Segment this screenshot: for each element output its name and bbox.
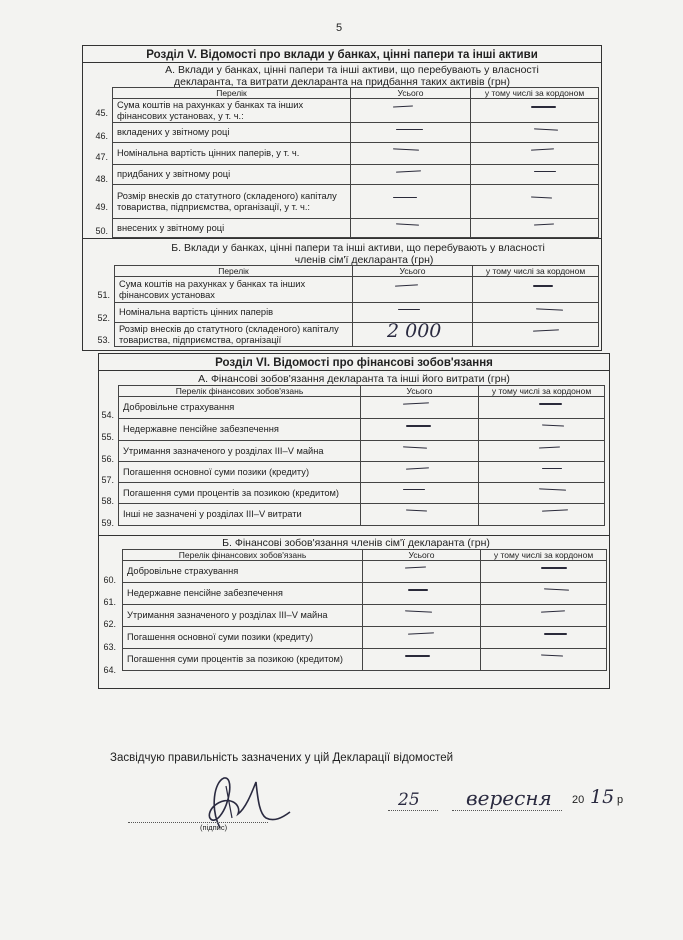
row-number: 63. [103,642,116,652]
signature-line [128,822,268,823]
table-5a [112,87,599,238]
table-6a [118,385,605,526]
row-number: 51. [97,290,110,300]
row-label: Утримання зазначеного у розділах III–V майна [119,441,361,462]
row-number: 49. [95,202,108,212]
date-month: вересня [466,786,552,810]
row-label: Недержавне пенсійне забезпечення [119,419,361,441]
section-5-title: Розділ V. Відомості про вклади у банках, цінні папери та інші активи [146,49,538,61]
certification-text: Засвідчую правильність зазначених у цій Декларації відомостей [110,752,454,764]
row-number: 48. [95,174,108,184]
row-label: Інші не зазначені у розділах III–V витрати [119,504,361,526]
row-label: Добровільне страхування [119,397,361,419]
row-label: Недержавне пенсійне забезпечення [123,583,363,605]
col-header: Усього [363,550,481,561]
row-number: 62. [103,619,116,629]
col-header: Усього [353,266,473,277]
divider [82,238,602,239]
handwritten-value-2000 [385,317,445,345]
section-6b-title: Б. Фінансові зобов'язання членів сім'ї декларанта (грн) [222,537,490,549]
row-label: вкладених у звітному році [113,123,351,143]
col-header: у тому числі за кордоном [481,550,607,561]
section-5a-title-1: А. Вклади у банках, цінні папери та інші активи, що перебувають у власності [165,64,539,76]
divider [98,370,610,371]
col-header: Перелік [113,88,351,99]
row-number: 54. [101,410,114,420]
col-header: у тому числі за кордоном [471,88,599,99]
col-header: Усього [351,88,471,99]
date-day-line [388,810,438,811]
col-header: Усього [361,386,479,397]
row-label: Погашення основної суми позики (кредиту) [119,462,361,483]
row-label: Сума коштів на рахунках у банках та інших фінансових установах, у т. ч.: [113,99,351,123]
row-number: 59. [101,518,114,528]
col-header: у тому числі за кордоном [479,386,605,397]
row-label: Погашення суми процентів за позикою (кредитом) [119,483,361,504]
row-label: Сума коштів на рахунках у банках та інших фінансових установах [115,277,353,303]
row-number: 52. [97,313,110,323]
row-number: 47. [95,152,108,162]
section-5b-title-2: членів сім'ї декларанта (грн) [294,254,434,266]
row-number: 55. [101,432,114,442]
row-number: 46. [95,131,108,141]
row-number: 56. [101,454,114,464]
row-label: Номінальна вартість цінних паперів [115,303,353,323]
row-label: Номінальна вартість цінних паперів, у т. ч. [113,143,351,165]
date-year-suffix: 15 [590,786,615,808]
row-label: Добровільне страхування [123,561,363,583]
table-5b [114,265,599,347]
row-number: 58. [101,496,114,506]
row-number: 60. [103,575,116,585]
row-number: 50. [95,226,108,236]
row-number: 45. [95,108,108,118]
row-number: 61. [103,597,116,607]
date-day: 25 [398,790,420,810]
signature-caption: (підпис) [200,823,228,832]
divider [98,535,610,536]
row-label: Погашення основної суми позики (кредиту) [123,627,363,649]
col-header: у тому числі за кордоном [473,266,599,277]
table-6b [122,549,607,671]
value-text: 2 000 [387,320,442,342]
section-5b-title-1: Б. Вклади у банках, цінні папери та інші активи, що перебувають у власності [171,242,545,254]
date-month-line [452,810,562,811]
row-number: 64. [103,665,116,675]
row-label: Утримання зазначеного у розділах III–V майна [123,605,363,627]
section-6a-title: А. Фінансові зобов'язання декларанта та інші його витрати (грн) [198,373,510,385]
row-label: Погашення суми процентів за позикою (кредитом) [123,649,363,671]
row-number: 57. [101,475,114,485]
row-label: Розмір внесків до статутного (складеного) капіталу товариства, підприємства, організації, у т. ч.: [113,185,351,219]
col-header: Перелік фінансових зобов'язань [119,386,361,397]
row-number: 53. [97,335,110,345]
divider [82,62,602,63]
date-year-unit: р [617,794,624,806]
row-label: придбаних у звітному році [113,165,351,185]
col-header: Перелік фінансових зобов'язань [123,550,363,561]
section-6-title: Розділ VI. Відомості про фінансові зобов'язання [215,357,493,369]
section-5a-title-2: декларанта, та витрати декларанта на придбання таких активів (грн) [174,76,510,88]
col-header: Перелік [115,266,353,277]
date-year-prefix: 20 [572,794,585,806]
row-label: внесених у звітному році [113,219,351,238]
row-label: Розмір внесків до статутного (складеного) капіталу товариства, підприємства, організації [115,323,353,347]
page-number: 5 [336,22,343,34]
